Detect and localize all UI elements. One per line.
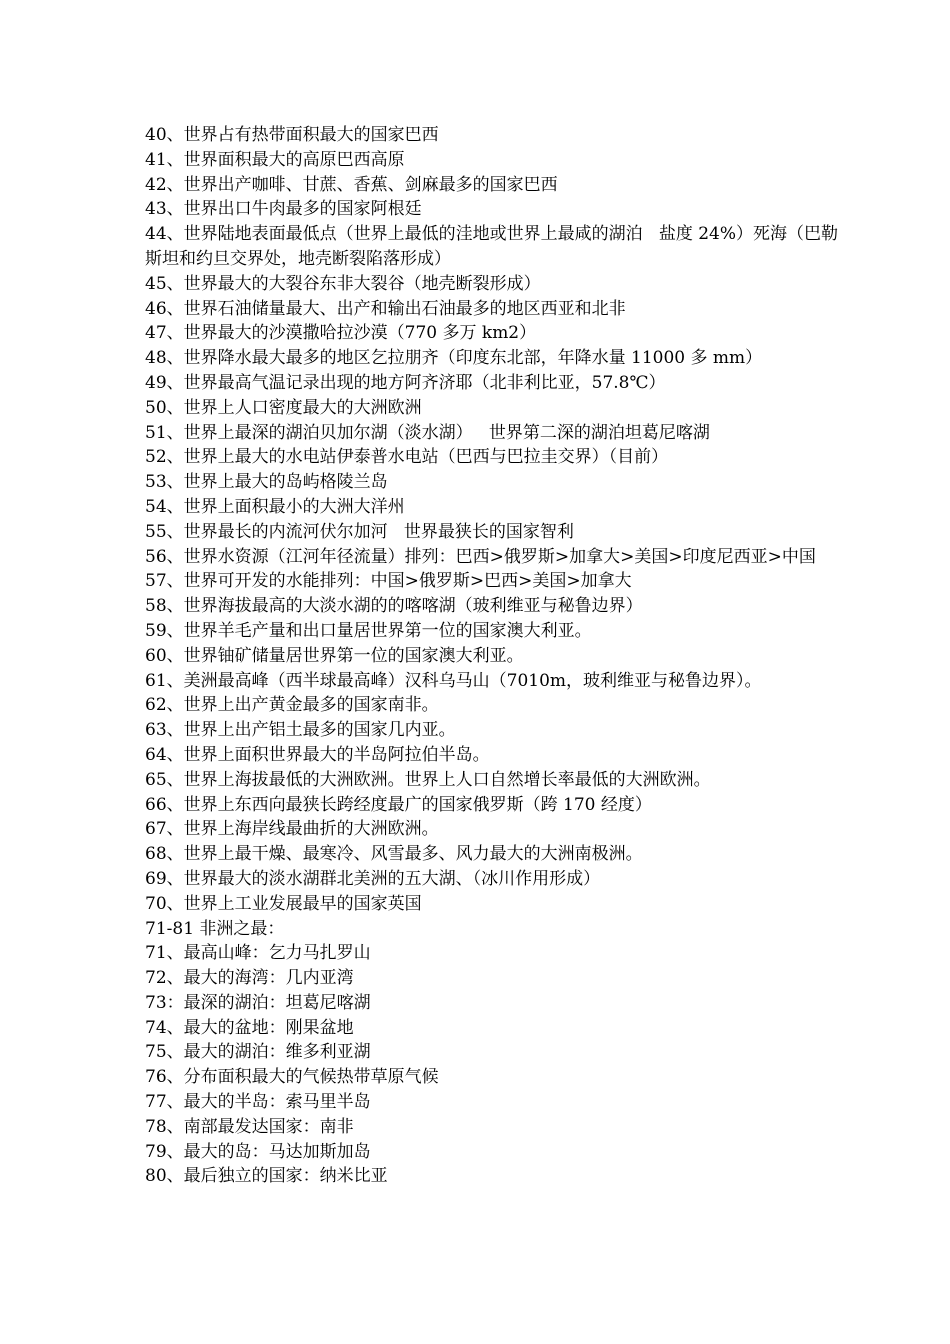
text-line: 46、世界石油储量最大、出产和输出石油最多的地区西亚和北非 [145,298,626,319]
text-line: 79、最大的岛：马达加斯加岛 [145,1141,371,1162]
text-line: 70、世界上工业发展最早的国家英国 [145,893,422,914]
text-line: 58、世界海拔最高的大淡水湖的的喀喀湖（玻利维亚与秘鲁边界） [145,596,643,617]
text-line: 48、世界降水最大最多的地区乞拉朋齐（印度东北部，年降水量 11000 多 mm） [145,348,763,369]
text-line: 76、分布面积最大的气候热带草原气候 [145,1067,439,1088]
section-heading: 71-81 非洲之最： [145,918,285,939]
text-line: 61、美洲最高峰（西半球最高峰）汉科乌马山（7010m，玻利维亚与秘鲁边界）。 [145,670,762,691]
text-line: 56、世界水资源（江河年径流量）排列：巴西>俄罗斯>加拿大>美国>印度尼西亚>中国 [145,546,816,567]
text-line: 50、世界上人口密度最大的大洲欧洲 [145,397,422,418]
text-line: 63、世界上出产铝土最多的国家几内亚。 [145,720,456,741]
text-line: 72、最大的海湾：几内亚湾 [145,968,354,989]
text-line: 74、最大的盆地：刚果盆地 [145,1017,354,1038]
text-line: 52、世界上最大的水电站伊泰普水电站（巴西与巴拉圭交界）（目前） [145,447,669,468]
text-line: 78、南部最发达国家：南非 [145,1116,354,1137]
text-line: 73：最深的湖泊：坦葛尼喀湖 [145,992,371,1013]
text-line: 75、最大的湖泊：维多利亚湖 [145,1042,371,1063]
text-line: 47、世界最大的沙漠撒哈拉沙漠（770 多万 km2） [145,323,537,344]
text-line: 41、世界面积最大的高原巴西高原 [145,149,405,170]
text-line: 42、世界出产咖啡、甘蔗、香蕉、剑麻最多的国家巴西 [145,174,558,195]
text-line: 49、世界最高气温记录出现的地方阿齐济耶（北非利比亚，57.8℃） [145,372,666,393]
document-body [145,123,845,1189]
text-line: 62、世界上出产黄金最多的国家南非。 [145,695,439,716]
text-line: 55、世界最长的内流河伏尔加河 世界最狭长的国家智利 [145,521,574,542]
text-line: 53、世界上最大的岛屿格陵兰岛 [145,472,388,493]
text-line: 68、世界上最干燥、最寒冷、风雪最多、风力最大的大洲南极洲。 [145,844,643,865]
text-line: 44、世界陆地表面最低点（世界上最低的洼地或世界上最咸的湖泊 盐度 24%）死海（巴勒斯坦和约旦交界处，地壳断裂陷落形成） [145,224,839,269]
text-line: 40、世界占有热带面积最大的国家巴西 [145,125,439,145]
text-line: 57、世界可开发的水能排列：中国>俄罗斯>巴西>美国>加拿大 [145,571,632,592]
text-line: 45、世界最大的大裂谷东非大裂谷（地壳断裂形成） [145,273,541,294]
text-line: 60、世界铀矿储量居世界第一位的国家澳大利亚。 [145,645,524,666]
text-line: 64、世界上面积世界最大的半岛阿拉伯半岛。 [145,744,490,765]
text-line: 54、世界上面积最小的大洲大洋州 [145,496,405,517]
text-line: 80、最后独立的国家：纳米比亚 [145,1166,388,1187]
text-line: 66、世界上东西向最狭长跨经度最广的国家俄罗斯（跨 170 经度） [145,794,652,815]
text-line: 65、世界上海拔最低的大洲欧洲。世界上人口自然增长率最低的大洲欧洲。 [145,769,711,790]
text-line: 69、世界最大的淡水湖群北美洲的五大湖、（冰川作用形成） [145,868,601,889]
text-line: 67、世界上海岸线最曲折的大洲欧洲。 [145,819,439,840]
text-line: 43、世界出口牛肉最多的国家阿根廷 [145,199,422,220]
text-line: 59、世界羊毛产量和出口量居世界第一位的国家澳大利亚。 [145,620,592,641]
text-line: 71、最高山峰：乞力马扎罗山 [145,943,371,964]
text-line: 51、世界上最深的湖泊贝加尔湖（淡水湖） 世界第二深的湖泊坦葛尼喀湖 [145,422,710,443]
text-line: 77、最大的半岛：索马里半岛 [145,1092,371,1113]
